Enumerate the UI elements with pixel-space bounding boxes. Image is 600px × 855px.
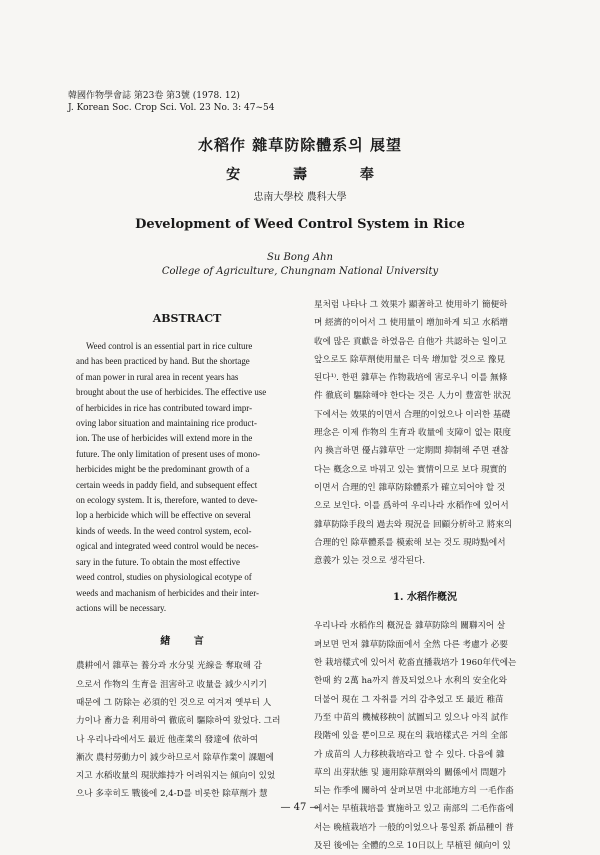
abstract-line: weeds and machanism of herbicides and their inter- — [76, 587, 259, 598]
intro-cont-line: 星처럼 나타나 그 效果가 顯著하고 使用하기 簡便하 — [314, 300, 508, 310]
intro-cont-line: 合理的인 除草體系를 模索해 보는 것도 現時點에서 — [314, 537, 506, 548]
section-1-line: 草의 出芽狀態 및 適用除草劑와의 關係에서 問題가 — [314, 767, 507, 778]
intro-cont-line: 收에 많은 貢獻을 하였음은 自他가 共認하는 일이고 — [314, 336, 507, 347]
abstract-line: actions will be necessary. — [76, 602, 167, 613]
abstract-line: certain weeds in paddy field, and subsequent effect — [76, 479, 258, 490]
journal-citation — [68, 90, 275, 114]
abstract-body — [76, 339, 298, 616]
abstract-line: oving labor situation and maintaining rice product- — [76, 418, 257, 429]
abstract-line: ion. The use of herbicides will extend more in the — [76, 433, 253, 444]
abstract-line: of herbicides in rice has contributed toward impr- — [76, 402, 253, 413]
intro-line: 으나 多幸히도 戰後에 2,4-D를 비롯한 除草劑가 慧 — [76, 789, 268, 800]
introduction-heading: 緖 言 — [160, 636, 214, 648]
intro-cont-line: 앞으로도 除草劑使用量은 더욱 增加할 것으로 豫見 — [314, 354, 505, 365]
intro-cont-line: 意義가 있는 것으로 생각된다. — [314, 556, 426, 567]
section-1-line: 及된 後에는 全體的으로 10日以上 早植된 傾向이 있 — [314, 841, 511, 852]
abstract-line: ogical and integrated weed control would be neces- — [76, 541, 259, 552]
abstract-line: and has been practiced by hand. But the shortage — [76, 356, 250, 367]
paper-title-english: Development of Weed Control System in Rice — [135, 217, 465, 232]
intro-line: 지고 水稻收量의 現狀維持가 어려워지는 傾向이 있었 — [76, 771, 276, 782]
page-number: — 47 — — [280, 802, 320, 813]
abstract-line: future. The only limitation of present uses of mono- — [76, 448, 260, 459]
intro-cont-line: 된다¹⁾. 한편 雜草는 作物栽培에 害로우니 이를 無條 — [314, 373, 508, 384]
section-1-line: 한때 約 2萬 ha까지 普及되었으나 水利의 安全化와 — [314, 676, 507, 687]
intro-cont-line: 며 經濟的이어서 그 使用量이 增加하게 되고 水稻增 — [314, 318, 508, 329]
section-1-body — [314, 617, 536, 855]
journal-citation-english: J. Korean Soc. Crop Sci. Vol. 23 No. 3: 47~54 — [68, 103, 275, 113]
section-1-line: 되는 作季에 關하여 살펴보면 中北部地方의 一毛作畓 — [314, 786, 514, 797]
intro-cont-line: 下에서는 效果的이면서 合理的이었으나 이러한 基礎 — [314, 409, 511, 420]
affiliation-english: College of Agriculture, Chungnam National University — [161, 266, 439, 277]
section-1-line: 에서는 早植栽培를 實施하고 있고 南部의 二毛作畓에 — [314, 804, 514, 815]
affiliation-korean: 忠南大學校 農科大學 — [253, 192, 347, 203]
section-1-line: 段階에 있을 뿐이므로 現在의 栽培樣式은 거의 全部 — [314, 731, 508, 742]
section-1-line: 우리나라 水稻作의 槪況을 雜草防除의 關聯지어 살 — [314, 621, 506, 632]
introduction-body — [76, 657, 298, 803]
abstract-heading: ABSTRACT — [152, 312, 222, 325]
abstract-line: kinds of weeds. In the weed control system, ecol- — [76, 525, 252, 536]
author-name-korean: 安 壽 奉 — [226, 167, 398, 183]
section-1-line: 서는 晩植栽培가 一般的이었으나 통일系 新品種이 普 — [314, 822, 514, 833]
section-1-line: 한 栽培樣式에 있어서 乾畓直播栽培가 1960年代에는 — [314, 658, 517, 669]
section-1-line: 펴보면 먼저 雜草防除面에서 全然 다른 考慮가 必要 — [314, 639, 508, 650]
abstract-line: herbicides might be the predominant growth of a — [76, 464, 250, 475]
left-column — [76, 312, 298, 804]
abstract-line: of man power in rural area in recent years has — [76, 371, 239, 382]
intro-line: 農耕에서 雜草는 養分과 水分및 光線을 奪取해 감 — [76, 661, 262, 672]
abstract-line: Weed control is an essential part in rice culture — [86, 341, 253, 351]
author-name-english: Su Bong Ahn — [267, 252, 333, 263]
journal-citation-korean: 韓國作物學會誌 第23卷 第3號 (1978. 12) — [68, 91, 240, 101]
abstract-line: lop a herbicide which will be effective on several — [76, 510, 251, 521]
intro-cont-line: 이면서 合理的인 雜草防除體系가 確立되어야 할 것 — [314, 482, 506, 493]
section-1-heading: 1. 水稻作槪況 — [393, 592, 457, 604]
intro-cont-line: 理念은 이제 作物의 生育과 收量에 支障이 없는 限度 — [314, 428, 511, 439]
intro-cont-line: 다는 槪念으로 바꿔고 있는 實情이므로 보다 現實的 — [314, 464, 507, 475]
paper-title-korean: 水稻作 雜草防除體系의 展望 — [198, 136, 402, 154]
section-1-line: 乃至 中苗의 機械移秧이 試圖되고 있으나 아직 試作 — [314, 712, 509, 723]
intro-line: 力이나 畜力을 利用하여 徹底히 驅除하여 왔었다. 그러 — [76, 716, 281, 727]
section-1-line: 가 成苗의 人力移秧栽培라고 할 수 있다. 다음에 雜 — [314, 749, 505, 760]
section-1-line: 더불어 現在 그 자취를 거의 감추었고 또 最近 稚苗 — [314, 694, 504, 705]
intro-cont-line: 으로 보인다. 이를 爲하여 우리나라 水稻作에 있어서 — [314, 501, 509, 512]
abstract-line: sary in the future. To obtain the most effective — [76, 556, 240, 567]
intro-line: 때문에 그 防除는 必須的인 것으로 여겨져 옛부터 人 — [76, 697, 272, 708]
intro-line: 으로서 作物의 生育을 沮害하고 收量을 減少시키기 — [76, 679, 267, 690]
abstract-line: brought about the use of herbicides. The effective use — [76, 387, 267, 398]
intro-cont-line: 內 換言하면 優占雜草만 一定期間 抑制해 주면 괜찮 — [314, 446, 509, 457]
intro-line: 나 우리나라에서도 最近 他產業의 發達에 依하여 — [76, 734, 259, 745]
intro-cont-line: 雜草防除手段의 過去와 現況을 回顧分析하고 將來의 — [314, 519, 513, 530]
abstract-line: weed control, studies on physiological ecotype of — [76, 572, 252, 583]
intro-continued-body — [314, 296, 536, 570]
abstract-line: on ecology system. It is, therefore, wanted to deve- — [76, 495, 258, 506]
intro-cont-line: 件 徹底히 驅除해야 한다는 것은 人力이 豊富한 狀況 — [314, 391, 511, 402]
intro-line: 漸次 農村勞動力이 減少하므로서 除草作業이 課題에 — [76, 752, 274, 763]
right-column — [314, 296, 536, 855]
